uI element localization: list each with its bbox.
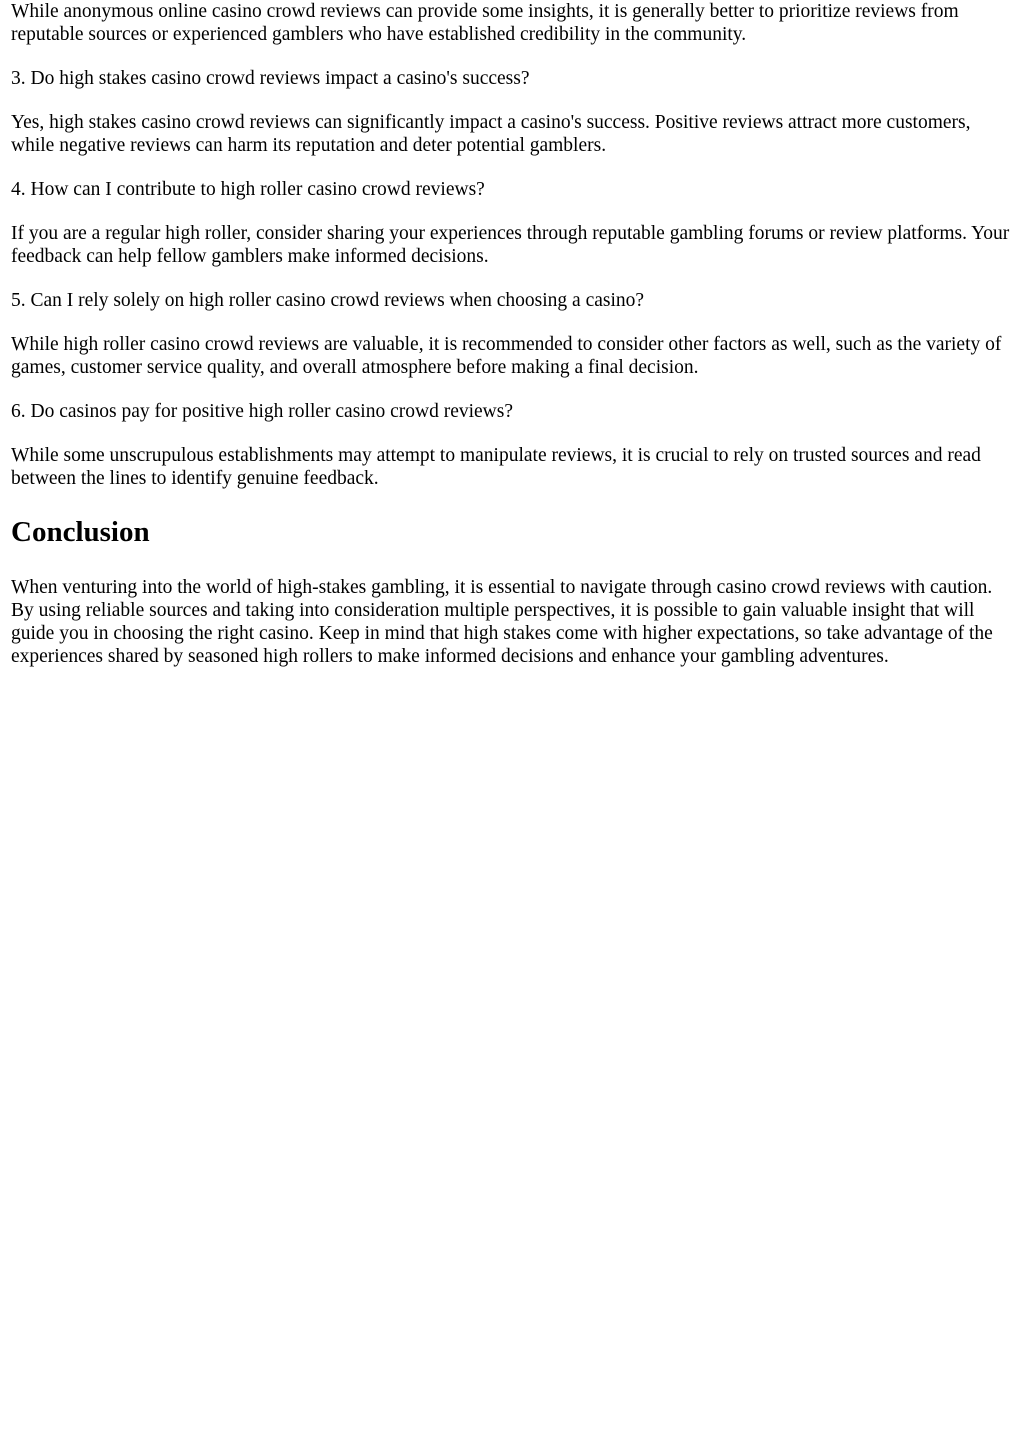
faq-answer-6: While some unscrupulous establishments may attempt to manipulate reviews, it is crucial to rely on trusted sources and read between the lines to identify genuine feedback. (11, 445, 981, 489)
faq-question-5: 5. Can I rely solely on high roller casino crowd reviews when choosing a casino? (11, 290, 645, 311)
conclusion-heading: Conclusion (11, 516, 150, 548)
faq-answer-2: While anonymous online casino crowd reviews can provide some insights, it is generally better to prioritize reviews from reputable sources or experienced gamblers who have established credibility in the community. (11, 1, 959, 45)
conclusion-paragraph: When venturing into the world of high-stakes gambling, it is essential to navigate through casino crowd reviews with caution. By using reliable sources and taking into consideration multiple perspectives, it is possible to gain valuable insight that will guide you in choosing the right casino. Keep in mind that high stakes come with higher expectations, so take advantage of the experiences shared by seasoned high rollers to make informed decisions and enhance your gambling adventures. (11, 577, 993, 667)
faq-question-6: 6. Do casinos pay for positive high roller casino crowd reviews? (11, 401, 513, 422)
faq-answer-5: While high roller casino crowd reviews are valuable, it is recommended to consider other factors as well, such as the variety of games, customer service quality, and overall atmosphere before making a final decision. (11, 334, 1002, 378)
faq-answer-3: Yes, high stakes casino crowd reviews can significantly impact a casino's success. Positive reviews attract more customers, while negative reviews can harm its reputation and deter potential gamblers. (11, 112, 971, 156)
faq-question-3: 3. Do high stakes casino crowd reviews impact a casino's success? (11, 68, 530, 89)
faq-answer-4: If you are a regular high roller, consider sharing your experiences through reputable gambling forums or review platforms. Your feedback can help fellow gamblers make informed decisions. (11, 223, 1010, 267)
faq-question-4: 4. How can I contribute to high roller casino crowd reviews? (11, 179, 485, 200)
